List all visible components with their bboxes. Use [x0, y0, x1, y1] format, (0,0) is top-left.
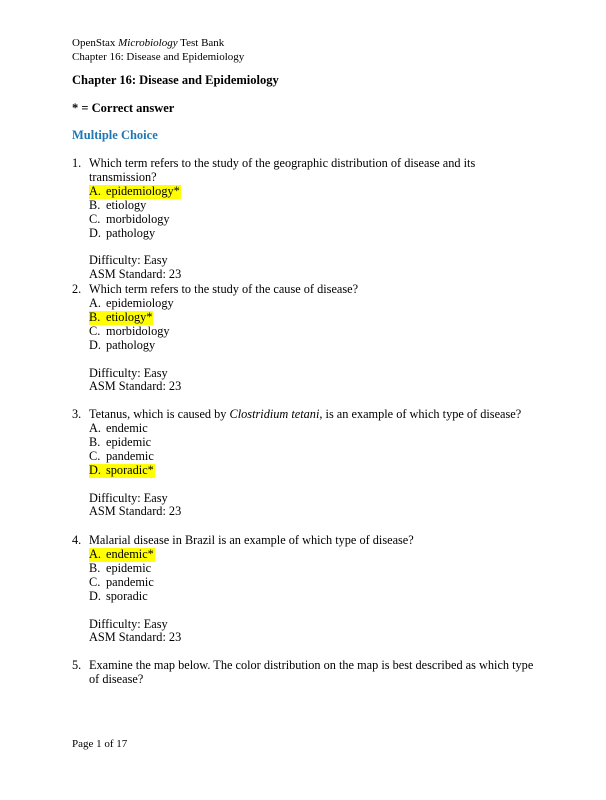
question-meta [89, 367, 542, 395]
option-letter: B. [89, 560, 101, 575]
answer-options [89, 422, 542, 478]
difficulty-label: Difficulty: Easy [89, 253, 168, 268]
answer-option [89, 450, 542, 464]
difficulty-label: Difficulty: Easy [89, 365, 168, 380]
answer-option [89, 297, 542, 311]
option-letter: D. [89, 337, 101, 352]
option-letter: B. [89, 309, 101, 324]
answer-option [89, 422, 542, 436]
option-letter: C. [89, 574, 101, 589]
correct-answer-legend: * = Correct answer [72, 101, 175, 115]
option-letter: D. [89, 462, 101, 477]
option-text: etiology [106, 197, 147, 212]
answer-options [89, 548, 542, 604]
option-text: pandemic [106, 574, 154, 589]
question-2 [72, 283, 542, 394]
answer-option [89, 590, 542, 604]
option-letter: C. [89, 323, 101, 338]
option-letter: C. [89, 448, 101, 463]
question-text [89, 408, 542, 422]
answer-option [89, 185, 542, 199]
option-letter: D. [89, 588, 101, 603]
answer-option [89, 213, 542, 227]
organism-name: Clostridium tetani [229, 407, 320, 421]
option-text: pathology [106, 337, 156, 352]
header-text-suffix: Test Bank [177, 37, 225, 49]
option-text: morbidology [106, 323, 170, 338]
question-5 [72, 659, 542, 687]
option-letter: A. [89, 183, 101, 198]
question-text-part: Tetanus, which is caused by [89, 407, 230, 421]
page-footer: Page 1 of 17 [72, 738, 128, 750]
option-text: etiology* [106, 309, 153, 324]
question-1 [72, 157, 542, 282]
question-text: Which term refers to the study of the cause of disease? [89, 282, 359, 296]
question-text: Examine the map below. The color distribution on the map is best described as which type of disease? [89, 658, 534, 686]
option-text: pandemic [106, 448, 154, 463]
option-letter: A. [89, 420, 101, 435]
answer-option [89, 548, 542, 562]
answer-option [89, 562, 542, 576]
difficulty-label: Difficulty: Easy [89, 490, 168, 505]
difficulty-label: Difficulty: Easy [89, 616, 168, 631]
question-meta [89, 254, 542, 282]
question-text-part: , is an example of which type of disease? [319, 407, 522, 421]
option-text: sporadic [106, 588, 148, 603]
answer-option [89, 199, 542, 213]
header-line-2: Chapter 16: Disease and Epidemiology [72, 50, 245, 63]
answer-option [89, 576, 542, 590]
answer-option [89, 436, 542, 450]
option-text: epidemic [106, 560, 152, 575]
option-letter: A. [89, 295, 101, 310]
asm-standard-label: ASM Standard: 23 [89, 267, 182, 282]
question-number: 3. [72, 407, 82, 421]
option-text: pathology [106, 225, 156, 240]
option-letter: B. [89, 197, 101, 212]
option-text: endemic* [106, 546, 154, 561]
option-text: morbidology [106, 211, 170, 226]
option-text: epidemiology [106, 295, 174, 310]
option-text: epidemic [106, 434, 152, 449]
answer-option [89, 325, 542, 339]
header-italic-title: Microbiology [118, 37, 178, 49]
answer-option [89, 339, 542, 353]
header-text: OpenStax [72, 37, 119, 49]
option-text: epidemiology* [106, 183, 180, 198]
question-text: Which term refers to the study of the geographic distribution of disease and its transmission? [89, 156, 476, 184]
section-heading: Multiple Choice [72, 128, 158, 142]
chapter-title: Chapter 16: Disease and Epidemiology [72, 73, 279, 87]
page-header [72, 37, 244, 64]
answer-option [89, 464, 542, 478]
question-number: 4. [72, 533, 82, 547]
option-letter: B. [89, 434, 101, 449]
answer-option [89, 311, 542, 325]
asm-standard-label: ASM Standard: 23 [89, 630, 182, 645]
question-meta [89, 492, 542, 520]
option-letter: C. [89, 211, 101, 226]
option-text: endemic [106, 420, 148, 435]
question-text: Malarial disease in Brazil is an example of which type of disease? [89, 533, 414, 547]
answer-options [89, 297, 542, 353]
answer-option [89, 227, 542, 241]
answer-options [89, 185, 542, 241]
option-text: sporadic* [106, 462, 154, 477]
option-letter: A. [89, 546, 101, 561]
option-letter: D. [89, 225, 101, 240]
asm-standard-label: ASM Standard: 23 [89, 379, 182, 394]
question-number: 5. [72, 658, 82, 672]
question-number: 2. [72, 282, 82, 296]
question-4 [72, 534, 542, 645]
header-line-1 [72, 37, 244, 51]
question-3 [72, 408, 542, 519]
asm-standard-label: ASM Standard: 23 [89, 504, 182, 519]
question-number: 1. [72, 156, 82, 170]
question-meta [89, 618, 542, 646]
